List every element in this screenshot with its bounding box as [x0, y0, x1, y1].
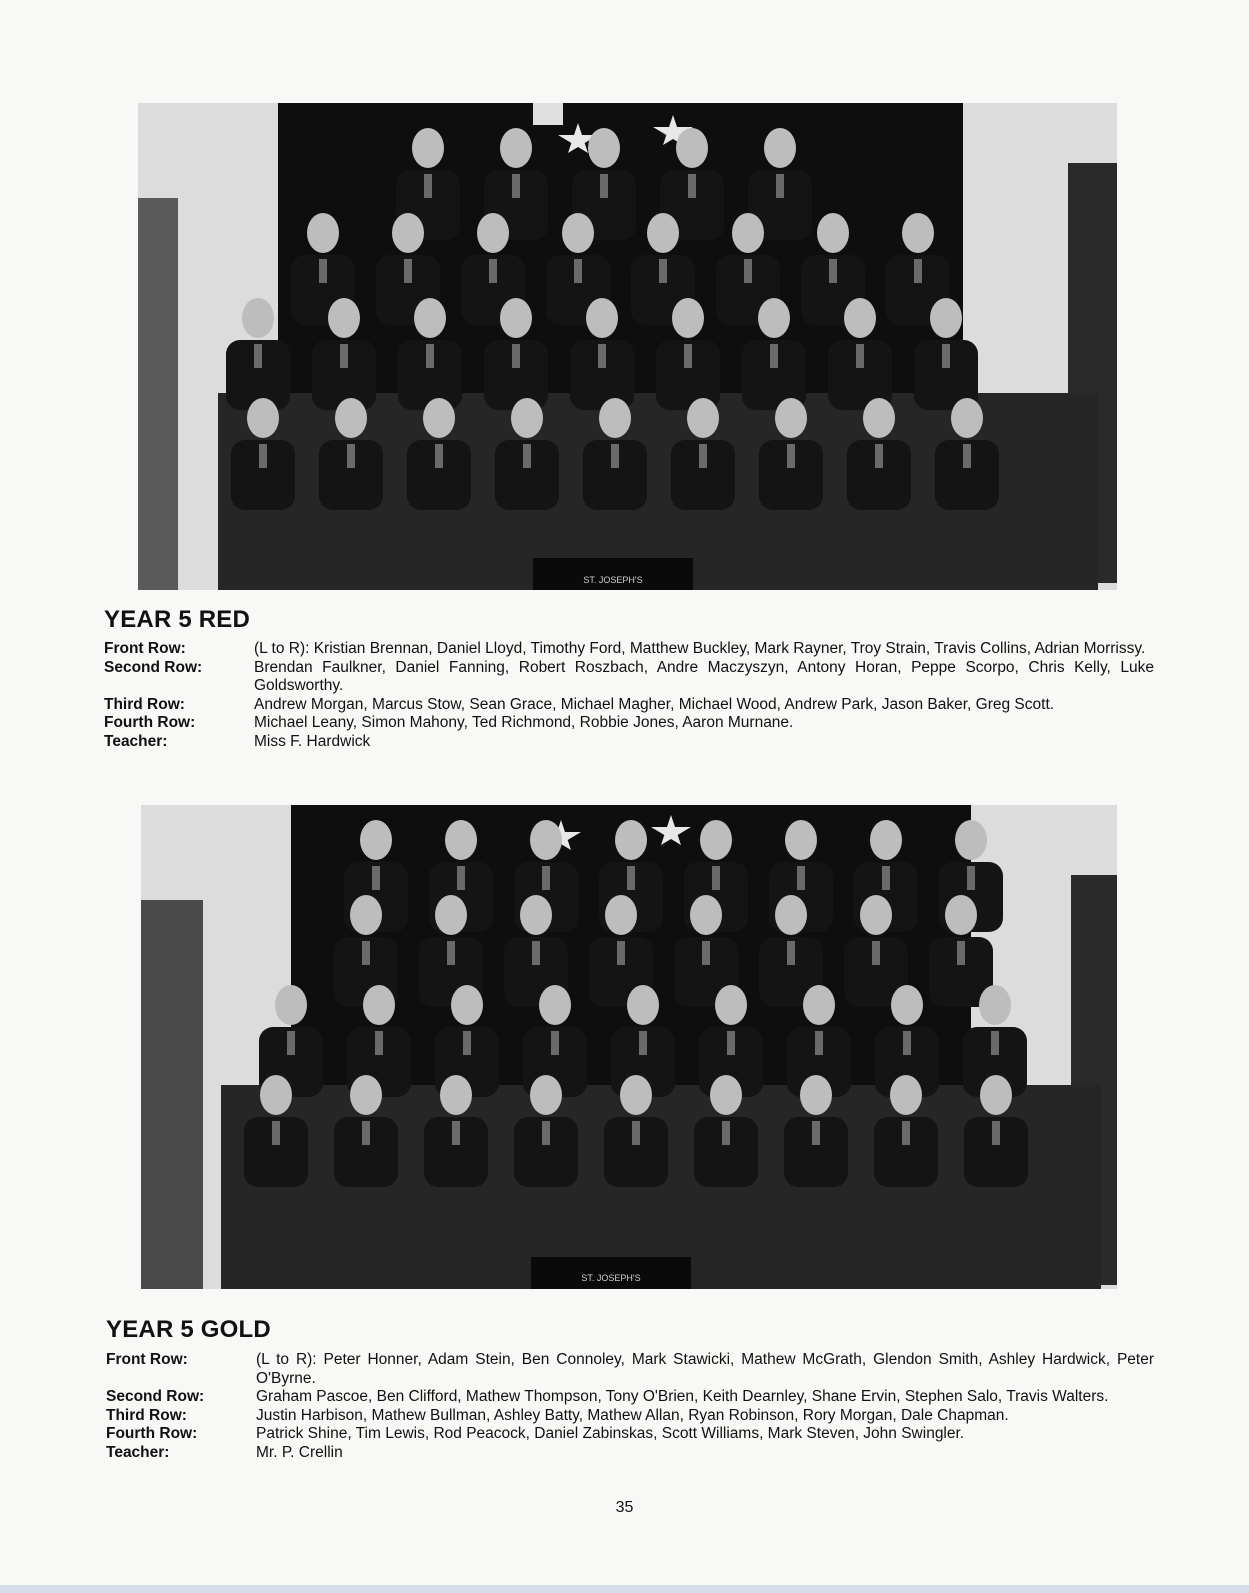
school-tie — [532, 941, 540, 965]
student-face — [500, 298, 532, 338]
student-face — [945, 895, 977, 935]
school-tie — [435, 444, 443, 468]
student-face — [451, 985, 483, 1025]
row-label: Front Row: — [104, 640, 186, 657]
school-tie — [722, 1121, 730, 1145]
school-tie — [523, 444, 531, 468]
school-tie — [815, 1031, 823, 1055]
student-face — [979, 985, 1011, 1025]
school-tie — [967, 866, 975, 890]
school-tie — [611, 444, 619, 468]
student-face — [260, 1075, 292, 1115]
school-tie — [259, 444, 267, 468]
student-face — [435, 895, 467, 935]
school-tie — [829, 259, 837, 283]
caption-row — [106, 1351, 1154, 1388]
row-names: Brendan Faulkner, Daniel Fanning, Robert Roszbach, Andre Maczyszyn, Antony Horan, Peppe Scorpo, Chris Kelly, Luke Goldsworthy. — [254, 658, 1154, 694]
student-face — [775, 895, 807, 935]
caption-row — [106, 1407, 1154, 1426]
row-label: Fourth Row: — [104, 714, 196, 731]
school-tie — [957, 941, 965, 965]
student-face — [890, 1075, 922, 1115]
school-tie — [659, 259, 667, 283]
class-photo-year5-red — [138, 103, 1117, 590]
student-face — [700, 820, 732, 860]
student-face — [363, 985, 395, 1025]
student-face — [520, 895, 552, 935]
student-face — [800, 1075, 832, 1115]
student-face — [715, 985, 747, 1025]
school-tie — [875, 444, 883, 468]
student-face — [803, 985, 835, 1025]
school-tie — [770, 344, 778, 368]
student-face — [690, 895, 722, 935]
student-face — [902, 213, 934, 253]
school-tie — [340, 344, 348, 368]
row-names: Miss F. Hardwick — [254, 732, 371, 750]
student-face — [562, 213, 594, 253]
caption-row — [104, 696, 1154, 715]
school-tie — [776, 174, 784, 198]
photo-year5-gold-artwork — [141, 805, 1117, 1289]
section-title-year5-red: YEAR 5 RED — [104, 606, 251, 633]
school-tie — [347, 444, 355, 468]
school-tie — [512, 174, 520, 198]
school-tie — [991, 1031, 999, 1055]
student-face — [392, 213, 424, 253]
student-face — [620, 1075, 652, 1115]
caption-row — [104, 659, 1154, 696]
student-face — [785, 820, 817, 860]
student-face — [477, 213, 509, 253]
student-face — [539, 985, 571, 1025]
school-tie — [684, 344, 692, 368]
school-tie — [362, 941, 370, 965]
row-names: Graham Pascoe, Ben Clifford, Mathew Thompson, Tony O'Brien, Keith Dearnley, Shane Ervin, Stephen Salo, Travis Walters. — [256, 1388, 1109, 1405]
school-tie — [942, 344, 950, 368]
student-face — [530, 1075, 562, 1115]
student-face — [350, 1075, 382, 1115]
caption-year5-gold — [106, 1351, 1154, 1462]
school-tie — [452, 1121, 460, 1145]
school-tie — [787, 444, 795, 468]
student-face — [350, 895, 382, 935]
row-label: Teacher: — [104, 732, 168, 750]
school-tie — [882, 866, 890, 890]
school-tie — [551, 1031, 559, 1055]
student-face — [863, 398, 895, 438]
school-tie — [639, 1031, 647, 1055]
row-label: Second Row: — [106, 1388, 205, 1405]
row-names: Michael Leany, Simon Mahony, Ted Richmond, Robbie Jones, Aaron Murnane. — [254, 714, 794, 731]
row-names: Patrick Shine, Tim Lewis, Rod Peacock, Daniel Zabinskas, Scott Williams, Mark Steven, John Swingler. — [256, 1425, 965, 1442]
student-face — [687, 398, 719, 438]
section-title-year5-gold: YEAR 5 GOLD — [106, 1316, 271, 1343]
school-tie — [787, 941, 795, 965]
school-tie — [744, 259, 752, 283]
school-tie — [598, 344, 606, 368]
school-tie — [463, 1031, 471, 1055]
banner-text: ST. JOSEPH'S — [581, 1273, 641, 1283]
student-face — [500, 128, 532, 168]
student-face — [412, 128, 444, 168]
student-face — [307, 213, 339, 253]
student-face — [817, 213, 849, 253]
student-face — [980, 1075, 1012, 1115]
student-face — [764, 128, 796, 168]
student-face — [647, 213, 679, 253]
school-tie — [424, 174, 432, 198]
school-tie — [426, 344, 434, 368]
caption-row — [106, 1425, 1154, 1444]
student-face — [440, 1075, 472, 1115]
school-tie — [287, 1031, 295, 1055]
school-tie — [992, 1121, 1000, 1145]
school-tie — [272, 1121, 280, 1145]
page-edge — [0, 1585, 1249, 1593]
row-label: Third Row: — [106, 1406, 187, 1424]
student-face — [732, 213, 764, 253]
school-tie — [702, 941, 710, 965]
school-tie — [712, 866, 720, 890]
caption-row — [104, 714, 1154, 733]
student-face — [775, 398, 807, 438]
class-photo-year5-gold — [141, 805, 1117, 1289]
student-face — [930, 298, 962, 338]
school-tie — [489, 259, 497, 283]
row-label: Third Row: — [104, 695, 185, 713]
student-face — [423, 398, 455, 438]
student-face — [627, 985, 659, 1025]
student-face — [328, 298, 360, 338]
student-face — [955, 820, 987, 860]
student-face — [870, 820, 902, 860]
school-tie — [447, 941, 455, 965]
student-face — [530, 820, 562, 860]
row-names: (L to R): Kristian Brennan, Daniel Lloyd, Timothy Ford, Matthew Buckley, Mark Rayner, Troy Strain, Travis Collins, Adrian Morrissy. — [254, 640, 1146, 657]
school-tie — [574, 259, 582, 283]
page-number: 35 — [615, 1499, 634, 1516]
school-tie — [688, 174, 696, 198]
student-face — [335, 398, 367, 438]
school-tie — [457, 866, 465, 890]
student-face — [247, 398, 279, 438]
student-face — [676, 128, 708, 168]
school-tie — [617, 941, 625, 965]
student-face — [445, 820, 477, 860]
school-tie — [542, 866, 550, 890]
caption-year5-red — [104, 640, 1154, 751]
row-names: Andrew Morgan, Marcus Stow, Sean Grace, Michael Magher, Michael Wood, Andrew Park, Jason Baker, Greg Scott. — [254, 695, 1055, 713]
student-face — [710, 1075, 742, 1115]
student-face — [414, 298, 446, 338]
school-tie — [797, 866, 805, 890]
row-label: Second Row: — [104, 658, 203, 676]
school-tie — [627, 866, 635, 890]
school-tie — [512, 344, 520, 368]
student-face — [758, 298, 790, 338]
school-tie — [319, 259, 327, 283]
school-tie — [903, 1031, 911, 1055]
student-face — [599, 398, 631, 438]
school-tie — [727, 1031, 735, 1055]
school-tie — [632, 1121, 640, 1145]
school-tie — [254, 344, 262, 368]
student-face — [242, 298, 274, 338]
student-face — [275, 985, 307, 1025]
student-face — [891, 985, 923, 1025]
school-tie — [963, 444, 971, 468]
school-tie — [914, 259, 922, 283]
row-names: Justin Harbison, Mathew Bullman, Ashley Batty, Mathew Allan, Ryan Robinson, Rory Morgan, Dale Chapman. — [256, 1406, 1009, 1424]
row-names: Mr. P. Crellin — [256, 1443, 343, 1461]
student-face — [860, 895, 892, 935]
school-tie — [699, 444, 707, 468]
school-tie — [856, 344, 864, 368]
student-face — [511, 398, 543, 438]
school-tie — [812, 1121, 820, 1145]
student-face — [588, 128, 620, 168]
school-tie — [404, 259, 412, 283]
row-label: Teacher: — [106, 1443, 170, 1461]
caption-row — [104, 640, 1154, 659]
school-tie — [872, 941, 880, 965]
school-tie — [362, 1121, 370, 1145]
row-label: Fourth Row: — [106, 1425, 198, 1442]
student-face — [360, 820, 392, 860]
student-face — [951, 398, 983, 438]
row-label: Front Row: — [106, 1351, 188, 1368]
student-face — [844, 298, 876, 338]
school-tie — [902, 1121, 910, 1145]
banner-text: ST. JOSEPH'S — [583, 575, 643, 585]
caption-row — [106, 1444, 1154, 1463]
caption-row — [106, 1388, 1154, 1407]
school-tie — [542, 1121, 550, 1145]
school-tie — [375, 1031, 383, 1055]
student-face — [605, 895, 637, 935]
student-face — [672, 298, 704, 338]
row-names: (L to R): Peter Honner, Adam Stein, Ben Connoley, Mark Stawicki, Mathew McGrath, Glendon Smith, Ashley Hardwick, Peter O'Byrne. — [256, 1351, 1154, 1387]
student-face — [586, 298, 618, 338]
school-tie — [600, 174, 608, 198]
student-face — [615, 820, 647, 860]
photo-year5-red-artwork — [138, 103, 1117, 590]
caption-row — [104, 733, 1154, 752]
school-tie — [372, 866, 380, 890]
